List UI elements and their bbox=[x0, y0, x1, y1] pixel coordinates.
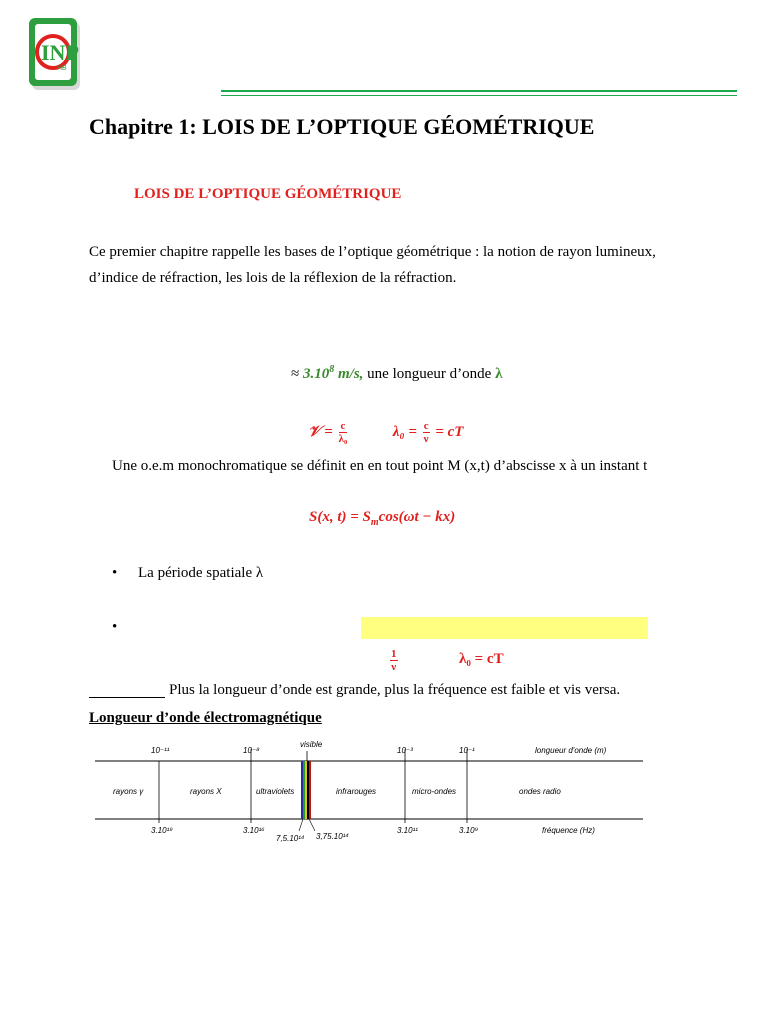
svg-text:INP: INP bbox=[41, 40, 79, 65]
intro-line-2: d’indice de réfraction, les lois de la réflexion de la réfraction. bbox=[89, 270, 457, 286]
speed-value: 3.10$^8$ m/s, bbox=[302, 364, 364, 382]
svg-text:infrarouges: infrarouges bbox=[336, 787, 377, 796]
svg-text:rayons γ: rayons γ bbox=[113, 787, 144, 796]
svg-text:3.10⁹: 3.10⁹ bbox=[459, 826, 479, 835]
approx-symbol: ≈ bbox=[291, 366, 300, 382]
svg-text:7,5.10¹⁴: 7,5.10¹⁴ bbox=[276, 834, 305, 843]
speed-text: une longueur d’onde bbox=[363, 366, 496, 382]
header-rule bbox=[221, 90, 737, 96]
section-title: LOIS DE L’OPTIQUE GÉOMÉTRIQUE bbox=[134, 186, 402, 202]
em-heading: Longueur d’onde électromagnétique bbox=[89, 710, 322, 726]
svg-text:3.10¹⁶: 3.10¹⁶ bbox=[243, 826, 265, 835]
relation-text: Plus la longueur d’onde est grande, plus la fréquence est faible et vis versa. bbox=[169, 682, 621, 698]
lambda-formula: λ₀ = cT bbox=[459, 651, 504, 667]
speed-line bbox=[291, 364, 502, 383]
wave-equation: S(x, $t) = S_m\cos(\omega t - kx)$ bbox=[309, 509, 456, 528]
intro-paragraph bbox=[89, 239, 699, 291]
svg-text:micro-ondes: micro-ondes bbox=[412, 787, 457, 796]
svg-text:10⁻³: 10⁻³ bbox=[397, 746, 413, 755]
svg-text:ondes radio: ondes radio bbox=[519, 787, 561, 796]
intro-line-1: Ce premier chapitre rappelle les bases de l’optique géométrique : la notion de rayon lumineux, bbox=[89, 244, 656, 260]
svg-text:10⁻¹: 10⁻¹ bbox=[459, 746, 475, 755]
svg-text:3,75.10¹⁴: 3,75.10¹⁴ bbox=[316, 832, 349, 841]
institution-logo bbox=[27, 16, 85, 96]
svg-text:fréquence (Hz): fréquence (Hz) bbox=[542, 826, 595, 835]
svg-text:3.10¹¹: 3.10¹¹ bbox=[397, 826, 418, 835]
svg-text:visible: visible bbox=[300, 740, 323, 749]
highlight-box bbox=[361, 617, 648, 639]
svg-text:rayons X: rayons X bbox=[190, 787, 222, 796]
fraction-formula: $\frac{1}{\nu}$ bbox=[391, 648, 397, 673]
blank-line bbox=[89, 697, 165, 698]
svg-text:3.10¹⁹: 3.10¹⁹ bbox=[151, 826, 173, 835]
chapter-title: Chapitre 1: LOIS DE L’OPTIQUE GÉOMÉTRIQUE bbox=[89, 114, 595, 139]
svg-text:10⁻¹¹: 10⁻¹¹ bbox=[151, 746, 170, 755]
svg-text:ultraviolets: ultraviolets bbox=[256, 787, 295, 796]
svg-text:10⁻⁸: 10⁻⁸ bbox=[243, 746, 260, 755]
oem-definition: Une o.e.m monochromatique se définit en en tout point M (x,t) d’abscisse x à un instant t bbox=[112, 458, 648, 474]
bullet-item-spatial-period: • La période spatiale λ bbox=[112, 565, 264, 581]
svg-text:longueur d'onde (m): longueur d'onde (m) bbox=[535, 746, 607, 755]
em-spectrum-diagram bbox=[95, 737, 647, 849]
svg-text:HB: HB bbox=[57, 65, 67, 72]
bullet-item-2: • bbox=[112, 619, 118, 635]
lambda-symbol: λ bbox=[495, 366, 503, 382]
frequency-formula: 𝒱 = $\frac{c}{\text{λ₀}}$ λ₀ = $\frac{c}{\nu}$ = cT bbox=[308, 420, 464, 445]
